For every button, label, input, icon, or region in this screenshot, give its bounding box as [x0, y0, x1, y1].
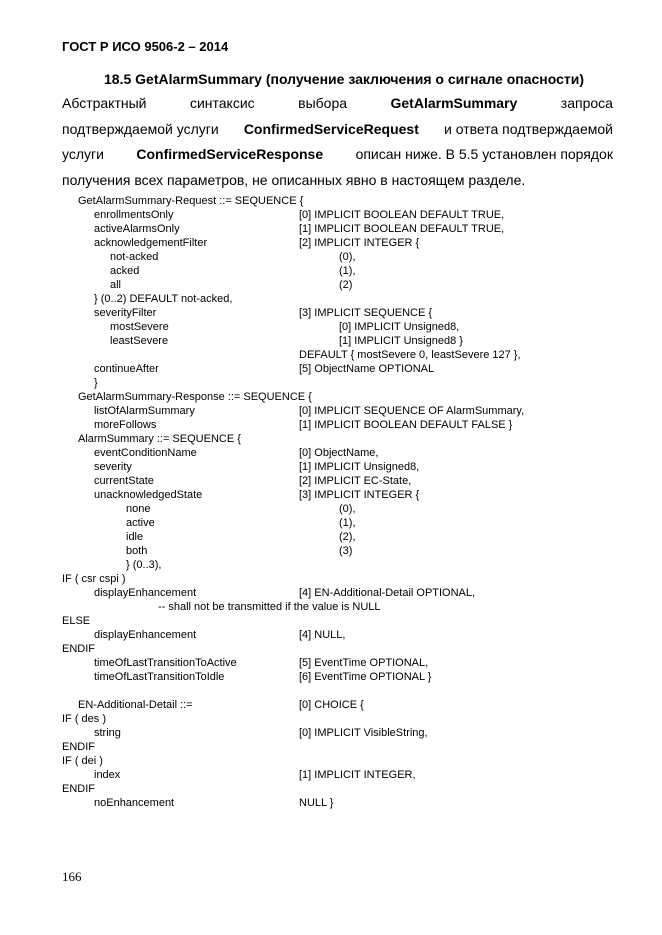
code-line-right: [1] IMPLICIT Unsigned8,	[299, 461, 420, 473]
code-line-left: listOfAlarmSummary	[94, 405, 195, 417]
code-line-left: moreFollows	[94, 419, 157, 431]
text: и ответа подтверждаемой	[444, 120, 613, 137]
code-line-left: idle	[126, 531, 144, 543]
code-line-left: EN-Additional-Detail ::=	[78, 699, 193, 711]
code-line-left: ENDIF	[62, 643, 95, 655]
code-line-left: unacknowledgedState	[94, 489, 203, 501]
code-line-left: } (0..2) DEFAULT not-acked,	[94, 293, 233, 305]
code-line-left: IF ( des )	[62, 713, 107, 725]
code-line-left: severity	[94, 461, 132, 473]
code-line-right: [2] IMPLICIT EC-State,	[299, 475, 412, 487]
code-line-right: [1] IMPLICIT Unsigned8 }	[339, 335, 463, 347]
word: Абстрактный	[62, 95, 147, 111]
code-line-right: [0] IMPLICIT SEQUENCE OF AlarmSummary,	[299, 405, 525, 417]
code-line-left: mostSevere	[110, 321, 169, 333]
code-line-right: (2),	[339, 531, 356, 543]
code-line-left: } (0..3),	[126, 559, 162, 571]
word: выбора	[298, 95, 348, 111]
text-bold: ConfirmedServiceResponse	[136, 146, 324, 162]
code-line-right: [5] ObjectName OPTIONAL	[299, 363, 435, 375]
paragraph-line-3	[62, 142, 613, 168]
code-line-left: }	[94, 377, 98, 389]
code-line-left: active	[126, 517, 155, 529]
code-line-left: noEnhancement	[94, 797, 175, 809]
code-line-left: index	[94, 769, 121, 781]
word: синтаксис	[189, 95, 255, 111]
code-line-right: [0] ObjectName,	[299, 447, 379, 459]
code-line-right: [0] IMPLICIT Unsigned8,	[339, 321, 460, 333]
code-line-right: (1),	[339, 265, 356, 277]
paragraph-line-2	[62, 117, 613, 143]
code-line-left: ENDIF	[62, 741, 95, 753]
text: услуги	[62, 146, 104, 162]
code-line-right: [5] EventTime OPTIONAL,	[299, 657, 429, 669]
code-line-left: string	[94, 727, 121, 739]
code-line-left: leastSevere	[110, 335, 169, 347]
code-line-right: (2)	[339, 279, 353, 291]
code-line-left: not-acked	[110, 251, 159, 263]
section-title: 18.5 GetAlarmSummary (получение заключения о сигнале опасности)	[104, 71, 585, 87]
code-line-right: [3] IMPLICIT INTEGER {	[299, 489, 420, 501]
code-line-left: displayEnhancement	[94, 587, 197, 599]
code-line-right: [0] IMPLICIT BOOLEAN DEFAULT TRUE,	[299, 209, 505, 221]
code-line-right: [4] NULL,	[299, 629, 346, 641]
code-line-left: -- shall not be transmitted if the value is NULL	[158, 601, 381, 613]
code-line-left: GetAlarmSummary-Request ::= SEQUENCE {	[78, 195, 304, 207]
word: запроса	[560, 95, 613, 111]
code-line-right: (1),	[339, 517, 356, 529]
code-line-right: [1] IMPLICIT BOOLEAN DEFAULT TRUE,	[299, 223, 505, 235]
code-line-right: DEFAULT { mostSevere 0, leastSevere 127 },	[299, 349, 521, 361]
code-line-right: [0] IMPLICIT VisibleString,	[299, 727, 428, 739]
code-line-left: eventConditionName	[94, 447, 197, 459]
text: описан ниже. В 5.5 установлен порядок	[355, 146, 613, 162]
code-line-right: NULL }	[299, 797, 334, 809]
code-line-left: IF ( dei )	[62, 755, 103, 767]
code-line-right: [6] EventTime OPTIONAL }	[299, 671, 432, 683]
code-line-left: IF ( csr cspi )	[62, 573, 126, 585]
code-line-left: ELSE	[62, 615, 91, 627]
code-line-left: GetAlarmSummary-Response ::= SEQUENCE {	[78, 391, 312, 403]
code-line-right: [2] IMPLICIT INTEGER {	[299, 237, 420, 249]
code-line-right: [4] EN-Additional-Detail OPTIONAL,	[299, 587, 476, 599]
text: подтверждаемой услуги	[62, 120, 219, 137]
code-line-right: (0),	[339, 503, 356, 515]
intro-paragraph	[62, 91, 613, 193]
code-line-left: none	[126, 503, 151, 515]
paragraph-line-1	[62, 91, 613, 117]
code-line-left: acknowledgementFilter	[94, 237, 208, 249]
code-line-right: (3)	[339, 545, 353, 557]
code-line-left: ENDIF	[62, 783, 95, 795]
code-line-left: severityFilter	[94, 307, 157, 319]
paragraph-line-4: получения всех параметров, не описанных явно в настоящем разделе.	[62, 171, 526, 188]
code-line-left: acked	[110, 265, 140, 277]
code-line-left: enrollmentsOnly	[94, 209, 174, 221]
code-line-right: (0),	[339, 251, 356, 263]
document-header: ГОСТ Р ИСО 9506-2 – 2014	[62, 39, 229, 54]
code-line-right: [1] IMPLICIT INTEGER,	[299, 769, 416, 781]
code-line-left: currentState	[94, 475, 154, 487]
text-bold: ConfirmedServiceRequest	[243, 120, 419, 137]
code-line-left: timeOfLastTransitionToIdle	[94, 671, 225, 683]
code-line-left: all	[110, 279, 122, 291]
code-line-left: timeOfLastTransitionToActive	[94, 657, 237, 669]
code-line-left: both	[126, 545, 148, 557]
word-bold: GetAlarmSummary	[390, 95, 518, 111]
code-line-right: [1] IMPLICIT BOOLEAN DEFAULT FALSE }	[299, 419, 513, 431]
code-line-left: AlarmSummary ::= SEQUENCE {	[78, 433, 241, 445]
code-line-left: activeAlarmsOnly	[94, 223, 180, 235]
code-line-right: [0] CHOICE {	[299, 699, 364, 711]
code-line-right: [3] IMPLICIT SEQUENCE {	[299, 307, 433, 319]
code-line-left: displayEnhancement	[94, 629, 197, 641]
code-line-left: continueAfter	[94, 363, 159, 375]
page-number: 166	[62, 869, 82, 884]
